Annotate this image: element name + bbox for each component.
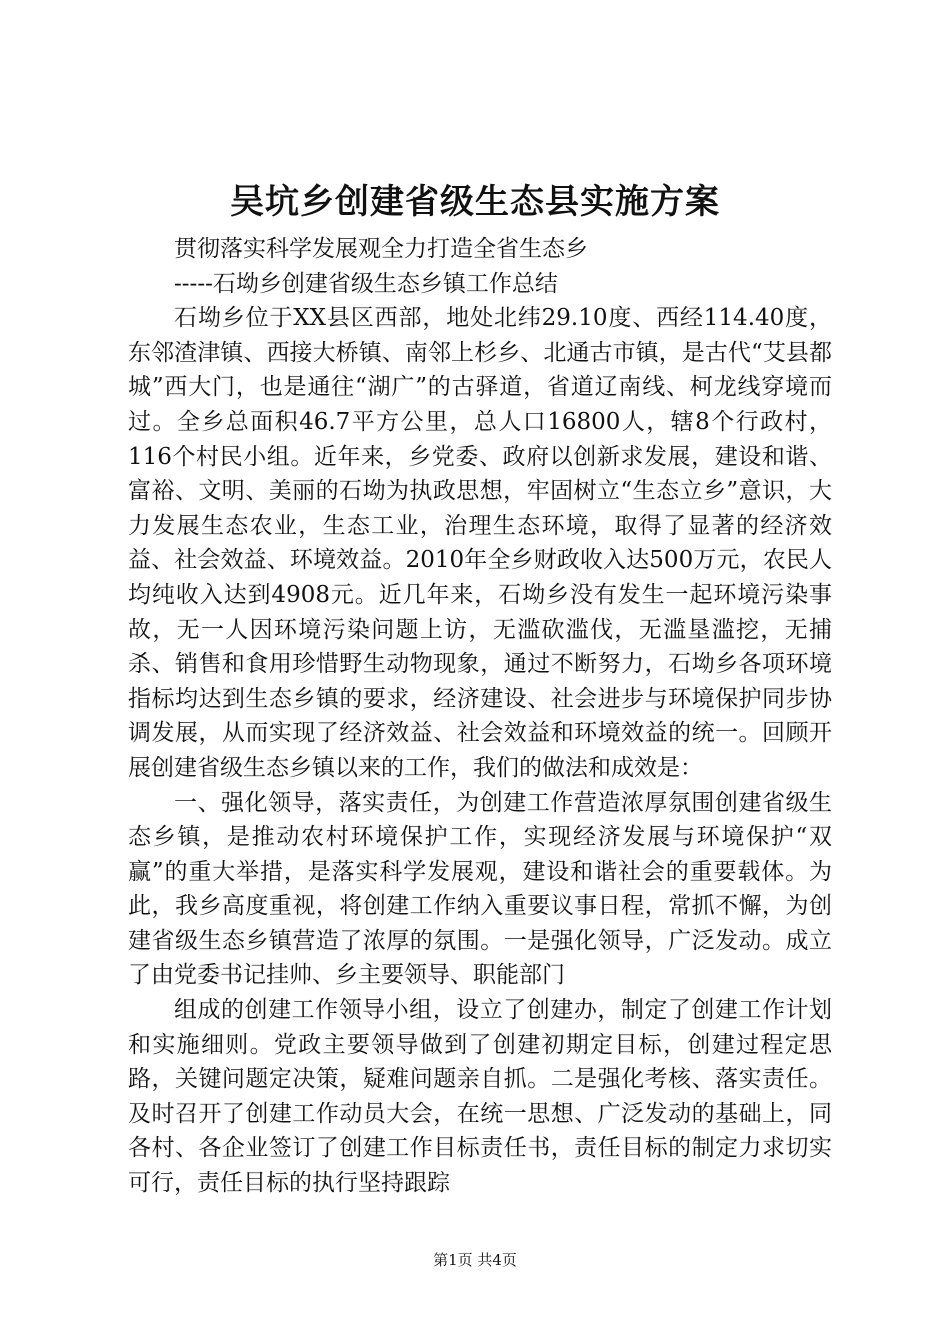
body-paragraph: 一、强化领导，落实责任，为创建工作营造浓厚氛围创建省级生态乡镇，是推动农村环境保护工作，实现经济发展与环境保护“双赢”的重大举措，是落实科学发展观，建设和谐社会的重要载体。为此，我乡高度重视，将创建工作纳入重要议事日程，常抓不懈，为创建省级生态乡镇营造了浓厚的氛围。一是强化领导，广泛发动。成立了由党委书记挂帅、乡主要领导、职能部门 [128, 789, 832, 989]
page-footer: 第1页 共4页 [433, 1251, 517, 1269]
document-body [128, 232, 832, 1201]
subtitle-line: -----石坳乡创建省级生态乡镇工作总结 [174, 270, 558, 297]
body-paragraph: 石坳乡位于XX县区西部，地处北纬29.10度、西经114.40度，东邻渣津镇、西接大桥镇、南邻上杉乡、北通古市镇，是古代“艾县都城”西大门，也是通往“湖广”的古驿道，省道辽南线、柯龙线穿境而过。全乡总面积46.7平方公里，总人口16800人，辖8个行政村，116个村民小组。近年来，乡党委、政府以创新求发展，建设和谐、富裕、文明、美丽的石坳为执政思想，牢固树立“生态立乡”意识，大力发展生态农业，生态工业，治理生态环境，取得了显著的经济效益、社会效益、环境效益。2010年全乡财政收入达500万元，农民人均纯收入达到4908元。近几年来，石坳乡没有发生一起环境污染事故，无一人因环境污染问题上访，无滥砍滥伐，无滥垦滥挖，无捕杀、销售和食用珍惜野生动物现象，通过不断努力，石坳乡各项环境指标均达到生态乡镇的要求，经济建设、社会进步与环境保护同步协调发展，从而实现了经济效益、社会效益和环境效益的统一。回顾开展创建省级生态乡镇以来的工作，我们的做法和成效是： [128, 305, 832, 781]
subtitle-line: 贯彻落实科学发展观全力打造全省生态乡 [174, 236, 588, 262]
document-title: 吴坑乡创建省级生态县实施方案 [230, 182, 720, 222]
body-paragraph: 组成的创建工作领导小组，设立了创建办，制定了创建工作计划和实施细则。党政主要领导做到了创建初期定目标，创建过程定思路，关键问题定决策，疑难问题亲自抓。二是强化考核、落实责任。及时召开了创建工作动员大会，在统一思想、广泛发动的基础上，同各村、各企业签订了创建工作目标责任书，责任目标的制定力求切实可行，责任目标的执行坚持跟踪 [128, 997, 832, 1197]
